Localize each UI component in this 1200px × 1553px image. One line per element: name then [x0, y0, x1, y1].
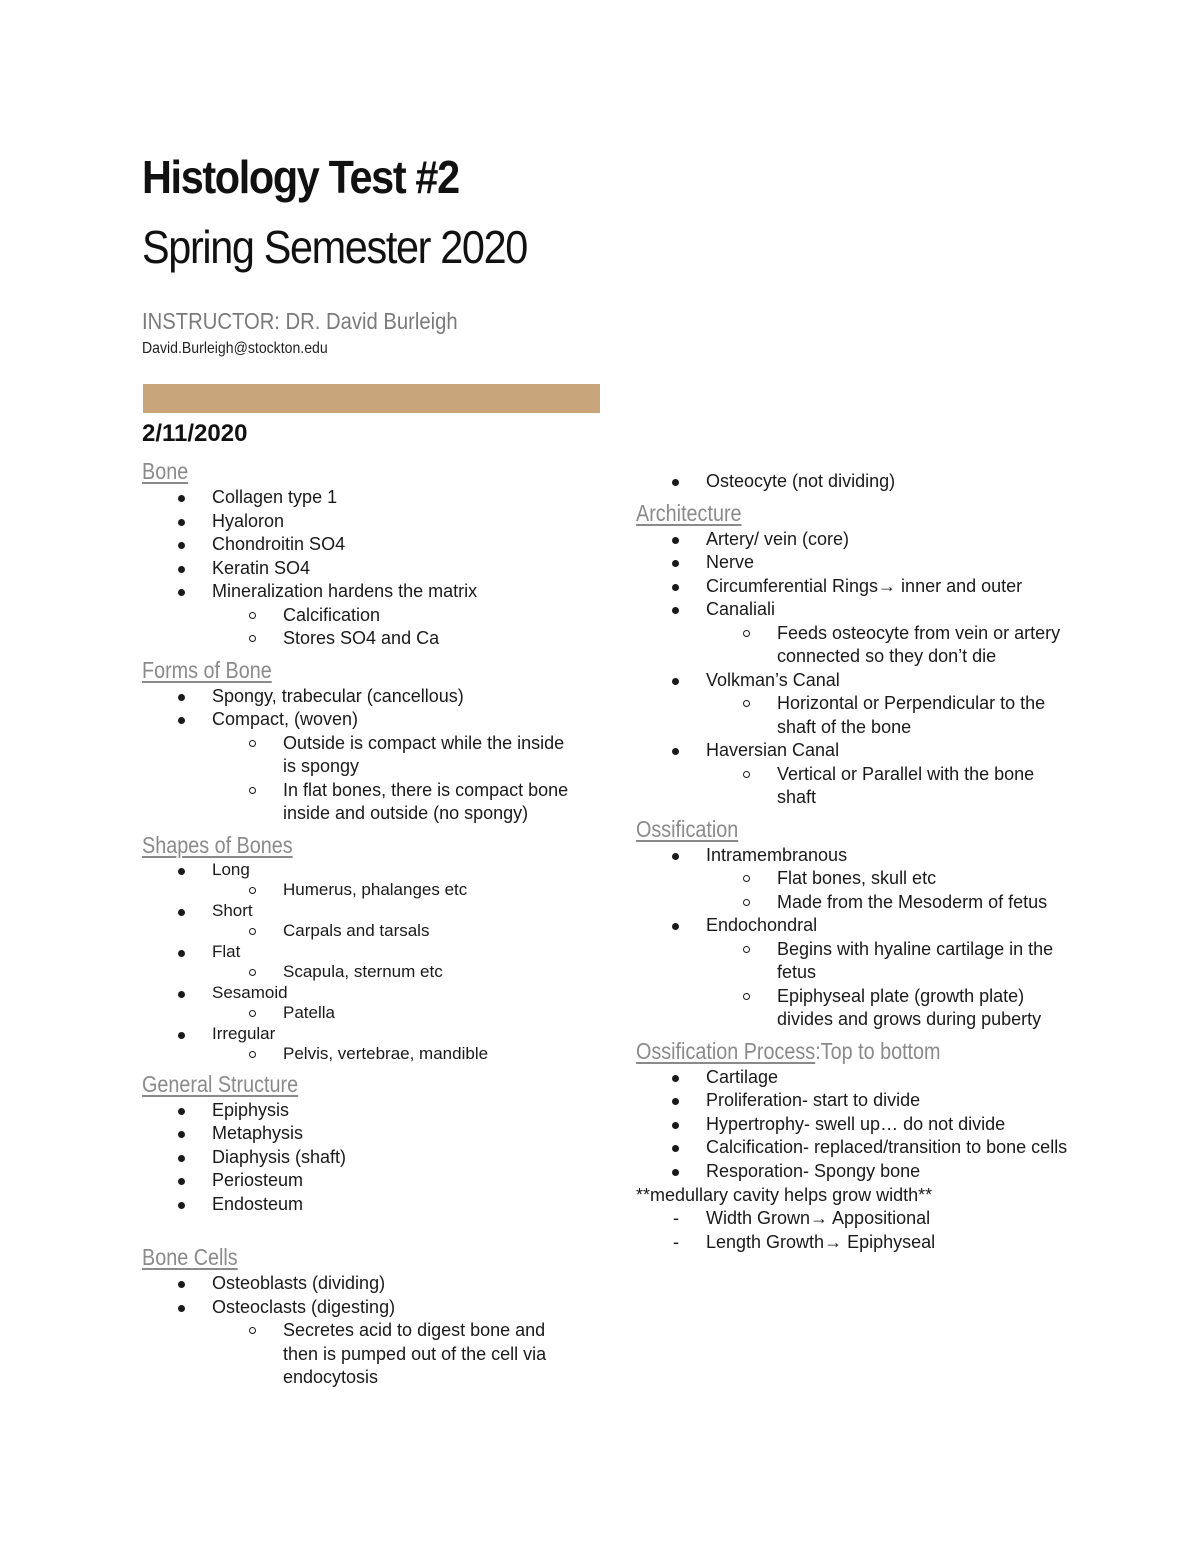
list-item: Nerve [636, 551, 1076, 575]
section-heading-shapes-of-bones: Shapes of Bones [142, 831, 293, 858]
structure-list [142, 1099, 582, 1217]
list-item: Proliferation- start to divide [636, 1089, 1076, 1113]
list-item: Canaliali [636, 598, 1076, 622]
list-item: Osteocyte (not dividing) [636, 470, 1076, 494]
list-item: Osteoblasts (dividing) [142, 1272, 582, 1296]
list-item: Calcification- replaced/transition to bone cells [636, 1136, 1076, 1160]
sub-list-item: Secretes acid to digest bone and then is pumped out of the cell via endocytosis [142, 1319, 582, 1390]
list-item: Keratin SO4 [142, 557, 582, 581]
sub-list-item: In flat bones, there is compact bone inside and outside (no spongy) [142, 779, 582, 826]
list-item: Chondroitin SO4 [142, 533, 582, 557]
growth-list [636, 1207, 1076, 1254]
dash-list-item: - Length Growth→ Epiphyseal [636, 1231, 1076, 1255]
list-item: Circumferential Rings→ inner and outer [636, 575, 1076, 599]
sub-list-item: Feeds osteocyte from vein or artery connected so they don’t die [636, 622, 1076, 669]
list-item: Long [142, 860, 582, 881]
ossification-process-title: Ossification Process [636, 1037, 816, 1064]
bone-cells-list [142, 1272, 582, 1390]
list-item: Diaphysis (shaft) [142, 1146, 582, 1170]
list-item: Haversian Canal [636, 739, 1076, 763]
list-item: Mineralization hardens the matrix [142, 580, 582, 604]
section-heading-architecture: Architecture [636, 499, 742, 526]
sub-list-item: Begins with hyaline cartilage in the fetus [636, 938, 1076, 985]
instructor-line: INSTRUCTOR: DR. David Burleigh [142, 308, 458, 334]
sub-list-item: Made from the Mesoderm of fetus [636, 891, 1076, 915]
list-item: Intramembranous [636, 844, 1076, 868]
sub-list-item: Epiphyseal plate (growth plate) divides and grows during puberty [636, 985, 1076, 1032]
medullary-cavity-note: **medullary cavity helps grow width** [636, 1185, 933, 1205]
sub-list-item: Pelvis, vertebrae, mandible [142, 1044, 582, 1065]
list-item: Epiphysis [142, 1099, 582, 1123]
sub-list-item: Outside is compact while the inside is spongy [142, 732, 582, 779]
section-heading-forms-of-bone: Forms of Bone [142, 656, 272, 683]
list-item: Spongy, trabecular (cancellous) [142, 685, 582, 709]
list-item: Short [142, 901, 582, 922]
section-heading-bone-cells: Bone Cells [142, 1244, 238, 1270]
ossification-list [636, 844, 1076, 1032]
header-divider-bar [143, 384, 600, 413]
sub-list-item: Horizontal or Perpendicular to the shaft of the bone [636, 692, 1076, 739]
sub-list-item: Humerus, phalanges etc [142, 880, 582, 901]
page-subtitle: Spring Semester 2020 [142, 221, 527, 273]
section-heading-ossification: Ossification [636, 815, 739, 842]
dash-list-item: - Width Grown→ Appositional [636, 1207, 1076, 1231]
sub-list-item: Patella [142, 1003, 582, 1024]
left-column [142, 452, 582, 1390]
forms-list [142, 685, 582, 826]
list-item: Hyaloron [142, 510, 582, 534]
lecture-date: 2/11/2020 [142, 420, 248, 447]
list-item: Compact, (woven) [142, 708, 582, 732]
list-item: Endochondral [636, 914, 1076, 938]
list-item: Endosteum [142, 1193, 582, 1217]
list-item: Sesamoid [142, 983, 582, 1004]
list-item: Volkman’s Canal [636, 669, 1076, 693]
list-item: Periosteum [142, 1169, 582, 1193]
shapes-list [142, 860, 582, 1065]
list-item: Hypertrophy- swell up… do not divide [636, 1113, 1076, 1137]
section-heading-ossification-process [636, 1036, 1014, 1066]
list-item: Osteoclasts (digesting) [142, 1296, 582, 1320]
bone-list [142, 486, 582, 651]
list-item: Flat [142, 942, 582, 963]
ossification-process-list [636, 1066, 1076, 1184]
sub-list-item: Scapula, sternum etc [142, 962, 582, 983]
list-item: Resporation- Spongy bone [636, 1160, 1076, 1184]
list-item: Collagen type 1 [142, 486, 582, 510]
bone-cells-list-continued [636, 470, 1076, 494]
spacer [142, 1216, 582, 1238]
list-item: Artery/ vein (core) [636, 528, 1076, 552]
sub-list-item: Flat bones, skull etc [636, 867, 1076, 891]
list-item: Irregular [142, 1024, 582, 1045]
right-column [636, 470, 1076, 1254]
ossification-process-subtitle: :Top to bottom [815, 1037, 941, 1064]
sub-list-item: Calcification [142, 604, 582, 628]
page-title: Histology Test #2 [142, 151, 459, 203]
instructor-email: David.Burleigh@stockton.edu [142, 340, 328, 357]
sub-list-item: Stores SO4 and Ca [142, 627, 582, 651]
list-item: Metaphysis [142, 1122, 582, 1146]
sub-list-item: Vertical or Parallel with the bone shaft [636, 763, 1076, 810]
list-item: Cartilage [636, 1066, 1076, 1090]
section-heading-bone: Bone [142, 458, 189, 484]
sub-list-item: Carpals and tarsals [142, 921, 582, 942]
section-heading-general-structure: General Structure [142, 1070, 299, 1097]
architecture-list [636, 528, 1076, 810]
